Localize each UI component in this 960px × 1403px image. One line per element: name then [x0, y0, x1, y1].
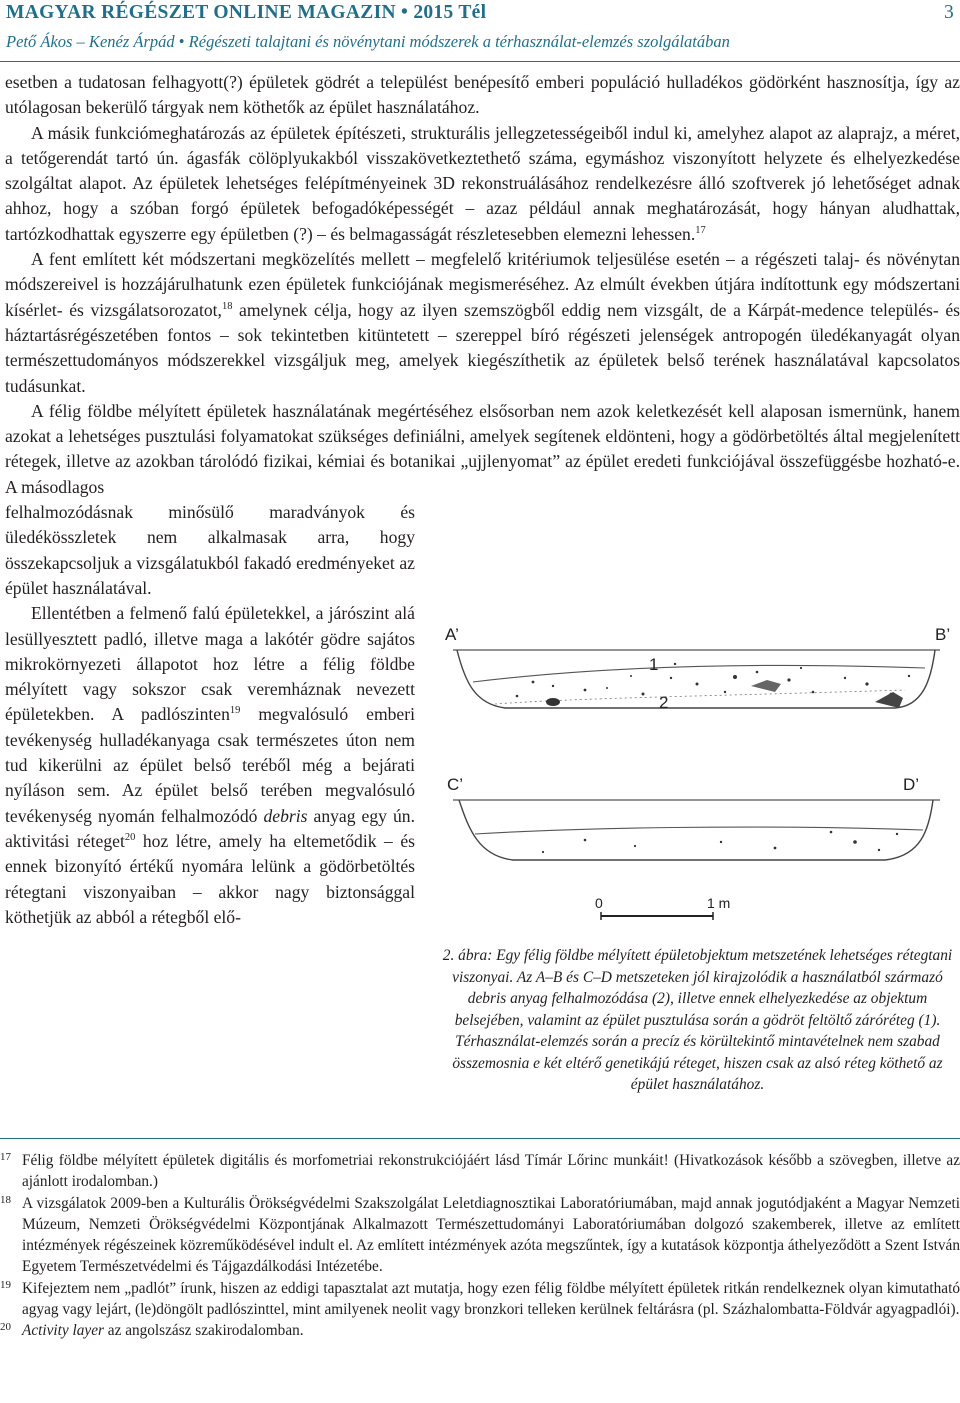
footnote-text — [22, 1320, 960, 1341]
paragraph — [5, 121, 960, 247]
footnote — [0, 1320, 960, 1341]
footnote-ref[interactable]: 19 — [229, 705, 241, 717]
layer-boundary-ab — [473, 665, 925, 682]
footnote-ref[interactable]: 18 — [221, 300, 233, 312]
label-d: D’ — [903, 775, 920, 794]
footnote-number: 17 — [0, 1151, 11, 1163]
layer-label-2: 2 — [659, 693, 669, 712]
header-rule — [0, 61, 960, 62]
footnote-number: 20 — [0, 1321, 11, 1334]
label-b: B’ — [935, 625, 951, 644]
paragraph-text: hoz létre, amely ha eltemetődik – és ennek bizonyító értékű nyomára lelünk a gödörbetöltés rétegtani viszonyaiban – akkor nagy biztonsággal köthetjük az abból a rétegből elő- — [5, 830, 415, 927]
footnote-number: 18 — [0, 1193, 11, 1206]
debris-lump — [546, 698, 560, 706]
footnote-number: 19 — [0, 1278, 11, 1291]
running-header — [6, 2, 956, 28]
pit-outline-ab — [457, 650, 935, 708]
paragraph-text: A másik funkciómeghatározás az épületek építészeti, strukturális jellegzetességeiből indul ki, amelyhez alapot az alaprajz, a méret, a tetőgerendát tartó ún. ágasfák cölöplyukakból visszakövetkeztethető száma, egymáshoz viszonyított helyzete és elhelyezkedése szolgáltat alapot. Az épületek lehetséges felépítményeinek 3D rekonstruálásához rendelkezésre álló szoftverek jó lehetőséget adnak ahhoz, hogy a szóban forgó épületek befogadóképességét – azaz például annak meghatározását, hogy hányan aludhattak, tartózkodhattak egyszerre egy épületben (?) – és belmagasságát részletesebben elemezni lehessen. — [5, 122, 960, 244]
paragraph — [5, 601, 415, 930]
figure-caption: 2. ábra: Egy félig földbe mélyített épületobjektum metszetének lehetséges rétegtani viszonyai. Az A–B és C–D metszeteken jól kirajzolódik a használatból származó debris anyag felhalmozódása (2), illetve ennek elhelyezkedése az objektum belsejében, valamint az épület pusztulása során a gödröt feltöltő záróréteg (1). Térhasználat-elemzés során a precíz és körültekintő mintavételnek nem szabad összemosnia e két eltérő genetikájú réteget, hiszen csak az alsó réteg köthető az épület használatához. — [442, 947, 953, 1093]
label-c: C’ — [447, 775, 464, 794]
footnote-text-rest: az angolszász szakirodalomban. — [103, 1322, 304, 1340]
scale-label-0: 0 — [595, 895, 603, 911]
paragraph — [5, 247, 960, 399]
footnotes — [0, 1150, 960, 1342]
italic-term: debris — [263, 805, 308, 826]
authors: Pető Ákos – Kenéz Árpád — [6, 32, 175, 51]
footnote-ref[interactable]: 20 — [124, 832, 136, 844]
footnote — [0, 1278, 960, 1321]
debris-dots-ab — [516, 663, 911, 698]
journal-title: MAGYAR RÉGÉSZET ONLINE MAGAZIN • 2015 Tél — [6, 2, 487, 23]
paragraph-text: megvalósuló emberi tevékenység hulladékanyaga csak természetes úton nem tud kikerülni az épület belső teréből még a bejárati nyíláson sem. Az épület belső terében megvalósuló tevékenység nyomán felhalmozódó — [5, 704, 415, 826]
article-title: Régészeti talajtani és növénytani módszerek a térhasználat-elemzés szolgálatában — [188, 32, 730, 51]
footnote-text: A vizsgálatok 2009-ben a Kulturális Örökségvédelmi Szakszolgálat Leletdiagnosztikai Laboratóriumában, majd annak jogutódjaként a Magyar Nemzeti Múzeum, Nemzeti Örökségvédelmi Központjának Alkalmazott Természettudományi Laboratóriumában dolgozó szakemberek, illetve az említett intézmények régészeinek közreműködésével indult el. Az említett intézmények azóta megszűntek, így a kutatások központja áthelyeződött a Szent István Egyetem Természetvédelmi és Tájgazdálkodási Intézetébe. — [22, 1194, 960, 1276]
layer-boundary-cd — [475, 827, 923, 834]
debris-dots-cd — [542, 831, 898, 853]
footnote-text: Kifejeztem nem „padlót” írunk, hiszen az eddigi tapasztalat azt mutatja, hogy ezen félig földbe mélyített épületek ritkán rendelkeznek olyan kimutatható agyag vagy lejárt, (le)döngölt padlószinttel, mint amilyenek neolit vagy bronzkori telleken kerülnek feltárásra (pl. Százhalombatta-Földvár agyagpadlói). — [22, 1279, 960, 1319]
pit-outline-cd — [459, 800, 933, 860]
paragraph-text: amelynek célja, hogy az ilyen szemszögből eddig nem vizsgált, de a Kárpát-medence település- és háztartásrégészetében fontos – sok tekintetben kitüntetett – szereppel bíró régészeti jelenségek antropogén üledékanyagát olyan természettudományos módszerekkel vizsgáljuk meg, amelyek kiegészíthetik az épületek belső terének használatával kapcsolatos tudásunkat. — [5, 299, 960, 396]
footnote — [0, 1150, 960, 1193]
paragraph-text: A fent említett két módszertani megközelítés mellett – megfelelő kritériumok teljesülése esetén – a régészeti talaj- és növénytan módszereivel is hozzájárulhatunk ezen épületek funkciójának megismeréséhez. Az elmúlt években útjára indítottunk egy módszertani kísérlet- és vizsgálatsorozatot, — [5, 249, 960, 320]
paragraph: A félig földbe mélyített épületek használatának megértéséhez elsősorban nem azok keletkezését kell alaposan ismernünk, hanem azokat a lehetséges pusztulási folyamatokat szükséges definiálni, amelyek segítenek eldönteni, hogy a gödörbetöltés által megjelenített rétegek, illetve az azokban tárolódó fizikai, kémiai és botanikai „ujjlenyomat” az épület eredeti funkciójával összefüggésbe hozható-e. A másodlagos — [5, 400, 960, 497]
separator: • — [178, 32, 185, 51]
paragraph: esetben a tudatosan felhagyott(?) épületek gödrét a települést benépesítő emberi populáció hulladékos gödörként hasznosítja, így az utólagosan bekerülő tárgyak nem köthetők az épület használatához. — [5, 72, 960, 118]
figure-2 — [435, 620, 960, 1130]
layer-label-1: 1 — [649, 655, 659, 674]
label-a: A’ — [445, 625, 459, 644]
scale-label-1m: 1 m — [707, 895, 731, 911]
article-subheader — [6, 32, 956, 52]
footnote-rule — [0, 1138, 960, 1139]
footnote-text: Félig földbe mélyített épületek digitális és morfometriai rekonstrukciójáért lásd Tímár Lőrinc munkáit! (Hivatkozások később a szövegben, illetve az ajánlott irodalomban.) — [22, 1152, 960, 1191]
section-drawing — [435, 620, 960, 940]
footnote-italic: Activity layer — [22, 1322, 104, 1340]
footnote-ref[interactable]: 17 — [695, 224, 706, 236]
paragraph: felhalmozódásnak minősülő maradványok és üledékösszletek nem alkalmasak arra, hogy összekapcsoljuk a vizsgálatukból fakadó eredményeket az épület használatával. — [5, 502, 415, 598]
page-number: 3 — [943, 2, 954, 23]
footnote — [0, 1193, 960, 1278]
paragraph-text: anyag egy ún. aktivitási réteget — [5, 805, 415, 851]
paragraph-text: Ellentétben a felmenő falú épületekkel, a járószint alá lesüllyesztett padló, illetve maga a lakótér gödre sajátos mikrokörnyezeti állapotot hoz létre a félig földbe mélyített vagy sokszor csak veremháznak nevezett épületekben. A padlószinten — [5, 603, 415, 725]
